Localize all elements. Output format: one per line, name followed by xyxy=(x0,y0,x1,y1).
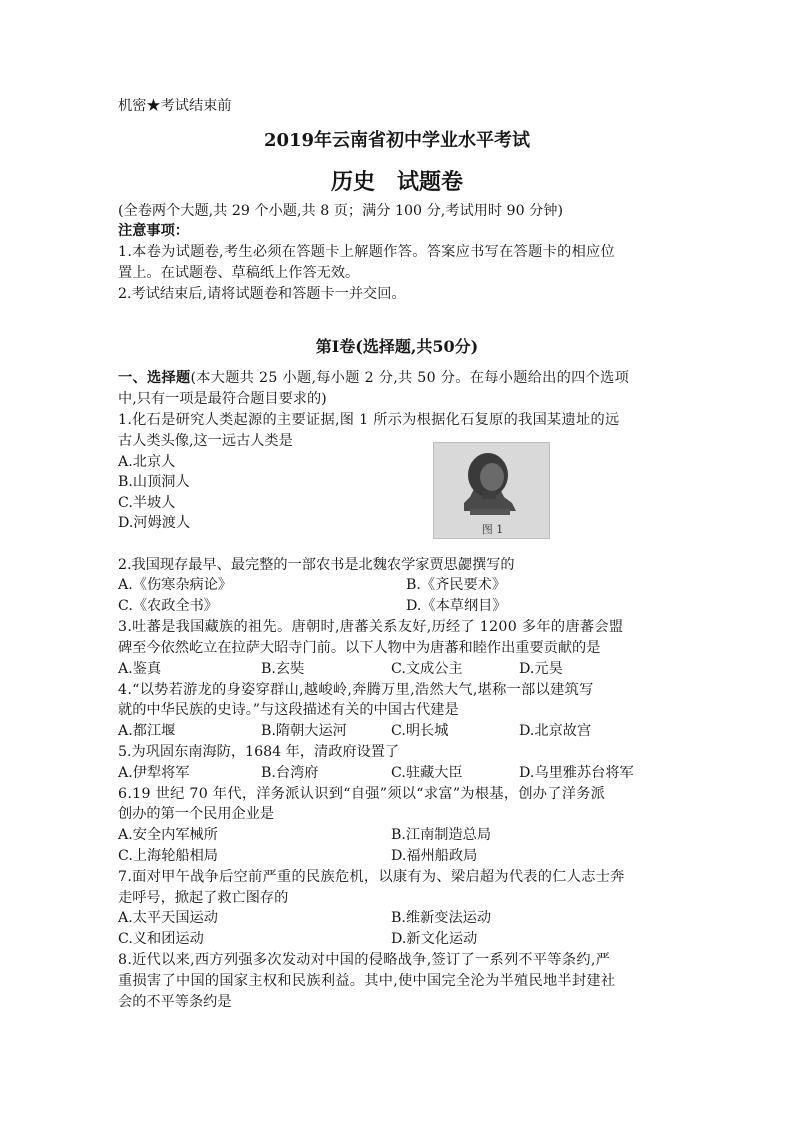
confidential-mark: 机密★考试结束前 xyxy=(118,98,232,114)
question-stem: 8.近代以来,西方列强多次发动对中国的侵略战争,签订了一系列不平等条约,严 xyxy=(118,952,611,968)
figure-1-bust-photo xyxy=(433,442,550,539)
option-b: B.台湾府 xyxy=(261,765,319,781)
option-c: C.明长城 xyxy=(391,723,449,739)
option-d: D.福州船政局 xyxy=(391,848,478,864)
option-d: D.元昊 xyxy=(519,661,563,677)
question-stem: 7.面对甲午战争后空前严重的民族危机，以康有为、梁启超为代表的仁人志士奔 xyxy=(118,869,625,885)
question-stem: 4.“以势若游龙的身姿穿群山,越峻岭,奔腾万里,浩然大气,堪称一部以建筑写 xyxy=(118,682,594,698)
option-b: B.维新变法运动 xyxy=(391,910,492,926)
option-c: C.驻藏大臣 xyxy=(391,765,463,781)
option-a: A.《伤寒杂病论》 xyxy=(118,577,233,593)
option-b: B.《齐民要术》 xyxy=(406,577,507,593)
option-c: C.上海轮船相局 xyxy=(118,848,218,864)
option-d: D.《本草纲目》 xyxy=(406,598,507,614)
notes-heading: 注意事项： xyxy=(118,223,189,239)
option-c: C.半坡人 xyxy=(118,495,176,511)
option-b: B.玄奘 xyxy=(261,661,305,677)
exam-subtitle: 历史 试题卷 xyxy=(330,169,463,195)
part-intro-cont: 中,只有一项是最符合题目要求的) xyxy=(118,391,327,407)
question-stem: 6.19 世纪 70 年代，洋务派认识到“自强”须以“求富”为根基，创办了洋务派 xyxy=(118,786,606,802)
figure-caption: 图 1 xyxy=(481,523,504,536)
question-stem: 创办的第一个民用企业是 xyxy=(118,806,275,822)
option-c: C.义和团运动 xyxy=(118,931,204,947)
option-b: B.山顶洞人 xyxy=(118,474,190,490)
question-stem: 就的中华民族的史诗。”与这段描述有关的中国古代建是 xyxy=(118,702,459,718)
option-b: B.隋朝大运河 xyxy=(261,723,347,739)
option-c: C.文成公主 xyxy=(391,661,463,677)
option-d: D.新文化运动 xyxy=(391,931,478,947)
notes-line: 置上。在试题卷、草稿纸上作答无效。 xyxy=(118,265,360,281)
part-intro xyxy=(118,368,629,388)
notes-line: 1.本卷为试题卷,考生必须在答题卡上解题作答。答案应书写在答题卡的相应位 xyxy=(118,244,616,260)
question-stem: 2.我国现存最早、最完整的一部农书是北魏农学家贾思勰撰写的 xyxy=(118,557,515,573)
option-d: D.乌里雅苏台将军 xyxy=(519,765,634,781)
option-d: D.北京故宫 xyxy=(519,723,592,739)
section-title: 第Ⅰ卷(选择题,共50分) xyxy=(315,337,479,356)
option-b: B.江南制造总局 xyxy=(391,827,492,843)
option-a: A.太平天国运动 xyxy=(118,910,218,926)
question-stem: 古人类头像,这一远古人类是 xyxy=(118,433,293,449)
part-label: 一、选择题 xyxy=(118,370,191,386)
option-a: A.北京人 xyxy=(118,454,176,470)
question-stem: 碑至今依然屹立在拉萨大昭寺门前。以下人物中为唐蕃和睦作出重要贡献的是 xyxy=(118,640,601,656)
question-stem: 5.为巩固东南海防，1684 年，清政府设置了 xyxy=(118,744,400,760)
question-stem: 会的不平等条约是 xyxy=(118,994,232,1010)
option-a: A.安全内军械所 xyxy=(118,827,218,843)
option-a: A.伊犁将军 xyxy=(118,765,190,781)
option-c: C.《农政全书》 xyxy=(118,598,218,614)
question-stem: 1.化石是研究人类起源的主要证据,图 1 所示为根据化石复原的我国某遗址的远 xyxy=(118,412,620,428)
question-stem: 3.吐蕃是我国藏族的祖先。唐朝时,唐蕃关系友好,历经了 1200 多年的唐蕃会盟 xyxy=(118,619,624,635)
option-a: A.鉴真 xyxy=(118,661,162,677)
exam-title: 2019年云南省初中学业水平考试 xyxy=(263,130,531,151)
question-stem: 重损害了中国的国家主权和民族利益。其中,使中国完全沦为半殖民地半封建社 xyxy=(118,973,616,989)
notes-line: 2.考试结束后,请将试题卷和答题卡一并交回。 xyxy=(118,286,406,302)
option-d: D.河姆渡人 xyxy=(118,515,191,531)
option-a: A.都江堰 xyxy=(118,723,176,739)
question-stem: 走呼号，掀起了救亡图存的 xyxy=(118,890,289,906)
exam-info: (全卷两个大题,共 29 个小题,共 8 页；满分 100 分,考试用时 90 分钟) xyxy=(118,203,564,219)
part-intro-text: (本大题共 25 小题,每小题 2 分,共 50 分。在每小题给出的四个选项 xyxy=(190,370,630,386)
